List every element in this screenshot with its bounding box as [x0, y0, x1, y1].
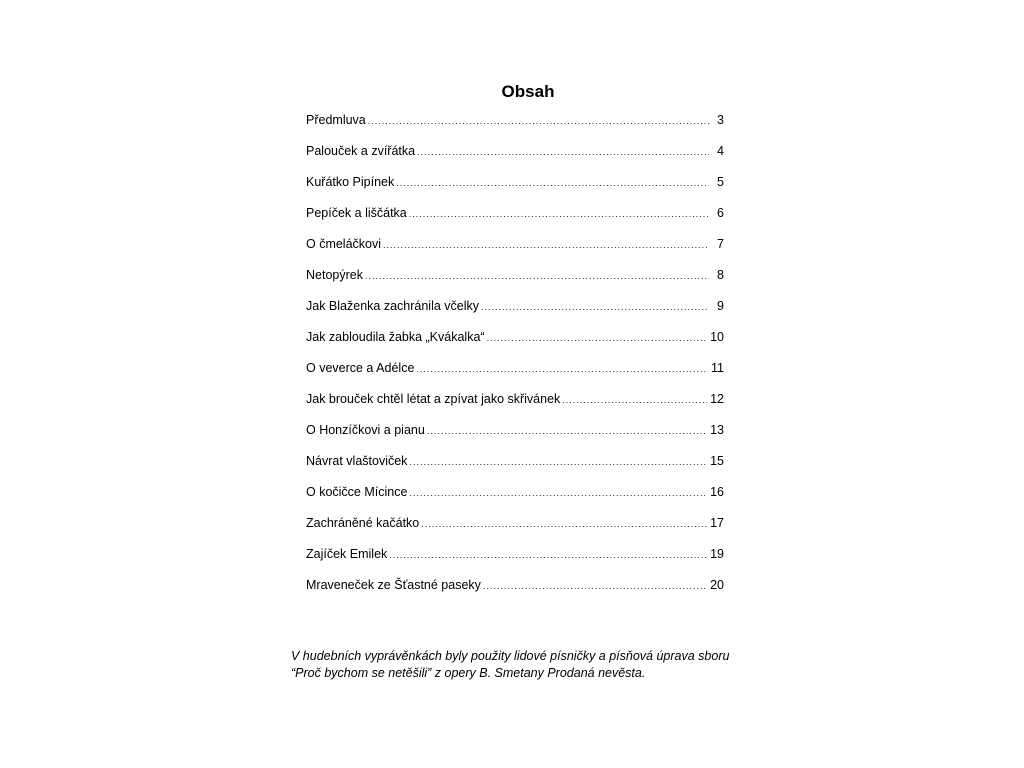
toc-entry: [306, 235, 724, 266]
toc-entry-label: Palouček a zvířátka: [306, 144, 416, 158]
toc-entry-label: Jak Blaženka zachránila včelky: [306, 299, 479, 313]
toc-entry-page: 7: [717, 237, 724, 251]
toc-entry: [306, 421, 724, 452]
toc-dot-leader: [427, 422, 707, 440]
toc-entry: [306, 576, 724, 607]
toc-entry-label: O veverce a Adélce: [306, 361, 415, 375]
toc-entry-page: 17: [710, 516, 724, 530]
toc-entry: [306, 390, 724, 421]
toc-entry-page: 12: [710, 392, 724, 406]
toc-entry-page: 19: [710, 547, 724, 561]
toc-dot-leader: [365, 267, 709, 285]
toc-title: Obsah: [501, 82, 555, 101]
toc-entry-label: Jak zabloudila žabka „Kvákalka“: [306, 330, 485, 344]
footnote-line-1: V hudebních vyprávěnkách byly použity lidové písničky a písňová úprava sboru: [291, 649, 730, 663]
toc-dot-leader: [416, 360, 708, 378]
toc-entry-page: 8: [717, 268, 724, 282]
footnote-line-2: “Proč bychom se netěšili” z opery B. Smetany Prodaná nevěsta.: [291, 666, 646, 680]
toc-entry: [306, 297, 724, 328]
toc-entry-label: Zajíček Emilek: [306, 547, 388, 561]
toc-entry-label: Netopýrek: [306, 268, 363, 282]
toc-entry: [306, 483, 724, 514]
toc-entry-page: 10: [710, 330, 724, 344]
toc-entry-label: O kočičce Mícince: [306, 485, 408, 499]
toc-entry-label: Jak brouček chtěl létat a zpívat jako skřivánek: [306, 392, 561, 406]
table-of-contents: [306, 111, 724, 607]
toc-dot-leader: [421, 515, 707, 533]
toc-entry-page: 9: [717, 299, 724, 313]
toc-dot-leader: [562, 391, 707, 409]
toc-entry: [306, 359, 724, 390]
toc-dot-leader: [409, 205, 709, 223]
toc-entry-page: 3: [717, 113, 724, 127]
toc-entry: [306, 111, 724, 142]
toc-entry-label: Předmluva: [306, 113, 366, 127]
toc-entry: [306, 514, 724, 545]
toc-dot-leader: [483, 577, 707, 595]
footnote: [291, 648, 771, 682]
toc-entry-page: 6: [717, 206, 724, 220]
toc-entry-page: 13: [710, 423, 724, 437]
toc-dot-leader: [409, 453, 707, 471]
toc-dot-leader: [383, 236, 709, 254]
toc-dot-leader: [368, 112, 709, 130]
toc-entry: [306, 173, 724, 204]
toc-entry-page: 15: [710, 454, 724, 468]
toc-entry-page: 11: [711, 361, 724, 375]
toc-dot-leader: [389, 546, 707, 564]
toc-entry-label: Kuřátko Pipínek: [306, 175, 395, 189]
toc-entry: [306, 266, 724, 297]
toc-entry-label: Mraveneček ze Šťastné paseky: [306, 578, 481, 592]
toc-entry-label: O Honzíčkovi a pianu: [306, 423, 425, 437]
toc-entry-label: Zachráněné kačátko: [306, 516, 420, 530]
toc-entry-label: Návrat vlaštoviček: [306, 454, 408, 468]
toc-entry-page: 20: [710, 578, 724, 592]
toc-dot-leader: [487, 329, 708, 347]
toc-entry: [306, 328, 724, 359]
toc-dot-leader: [396, 174, 709, 192]
toc-dot-leader: [481, 298, 709, 316]
toc-entry-label: Pepíček a liščátka: [306, 206, 407, 220]
toc-entry: [306, 545, 724, 576]
toc-dot-leader: [409, 484, 707, 502]
toc-entry-page: 4: [717, 144, 724, 158]
toc-entry-page: 16: [710, 485, 724, 499]
toc-entry-page: 5: [717, 175, 724, 189]
toc-entry: [306, 204, 724, 235]
toc-entry-label: O čmeláčkovi: [306, 237, 382, 251]
toc-dot-leader: [417, 143, 709, 161]
toc-entry: [306, 452, 724, 483]
toc-entry: [306, 142, 724, 173]
